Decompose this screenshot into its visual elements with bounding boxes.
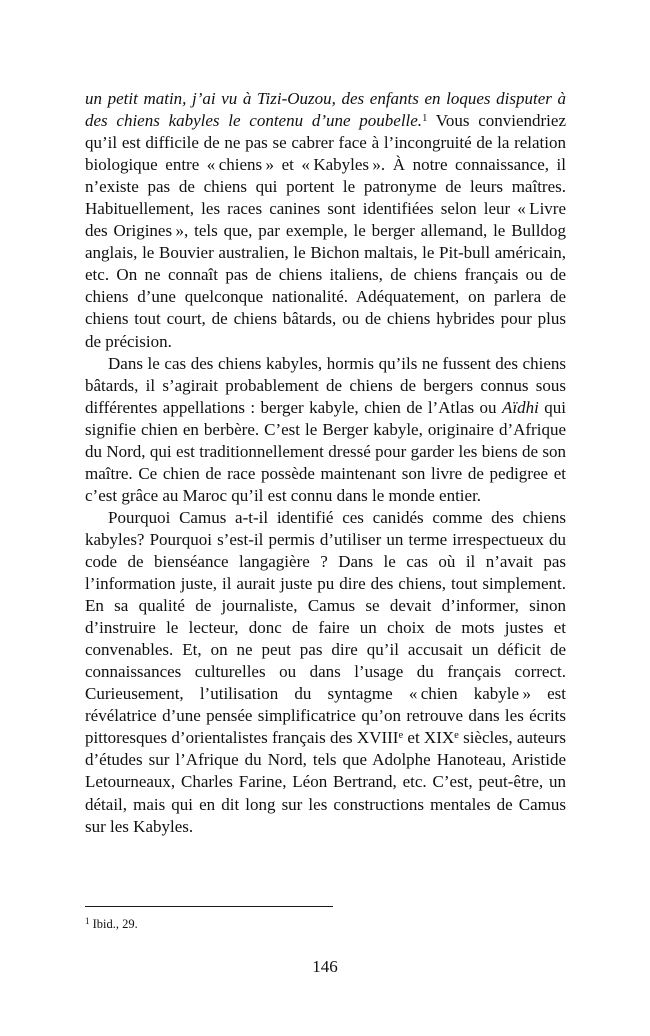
- paragraph-text-segment-1: Pourquoi Camus a-t-il identifié ces canidés comme des chiens kabyles? Pourquoi s’est-il permis d’utiliser un terme irrespectueux du code de bienséance langagière ? Dans le cas où il n’avait pas l’information juste, il aurait juste pu dire des chiens, tout simplement. En sa qualité de journaliste, Camus se devait d’informer, sinon d’instruire le lecteur, donc de faire un choix de mots justes et convenables. Et, on ne peut pas dire qu’il accusait un déficit de connaissances culturelles ou dans l’usage du français correct. Curieusement, l’utilisation du syntagme « chien kabyle » est révélatrice d’une pensée simplificatrice qu’on retrouve dans les écrits pittoresques d’orientalistes français des XVIII: [85, 507, 566, 748]
- paragraph-continued: [85, 88, 566, 353]
- page-number: 146: [312, 957, 338, 976]
- ordinal-suffix-xviii: e: [398, 730, 404, 742]
- paragraph-body-text: Vous conviendriez qu’il est difficile de ne pas se cabrer face à l’incongruité de la relation biologique entre « chiens » et « Kabyles ». À notre connaissance, il n’existe pas de chiens qui portent le patronyme de leurs maîtres. Habituellement, les races canines sont identifiées selon leur « Livre des Origines », tels que, par exemple, le berger allemand, le Bulldog anglais, le Bouvier australien, le Bichon maltais, le Pit-bull américain, etc. On ne connaît pas de chiens italiens, de chiens français ou de chiens d’une quelconque nationalité. Adéquatement, on parlera de chiens tout court, de chiens bâtards, ou de chiens hybrides pour plus de précision.: [85, 111, 566, 351]
- footnote-text: Ibid., 29.: [89, 917, 138, 931]
- footnote-reference-marker[interactable]: 1: [422, 113, 428, 125]
- block-quote-italic: un petit matin, j’ai vu à Tizi-Ouzou, des enfants en loques disputer à des chiens kabyles le contenu d’une poubelle.: [85, 89, 566, 131]
- ordinal-suffix-xix: e: [454, 730, 459, 742]
- footnote-number: 1: [85, 916, 90, 927]
- paragraph-text-after-term: qui signifie chien en berbère. C’est le Berger kabyle, originaire d’Afrique du Nord, qui est traditionnellement dressé pour garder les biens de son maître. Ce chien de race possède maintenant son livre de pedigree et c’est grâce au Maroc qu’il est connu dans le monde entier.: [85, 397, 566, 505]
- berber-term-italic: Aïdhi: [501, 397, 539, 417]
- paragraph-text-segment-3: siècles, auteurs d’études sur l’Afrique du Nord, tels que Adolphe Hanoteau, Aristide Letourneaux, Charles Farine, Léon Bertrand, etc. C’est, peut-être, un détail, mais qui en dit long sur les constructions mentales de Camus sur les Kabyles.: [85, 728, 567, 836]
- paragraph-text-segment-2: et XIX: [403, 728, 455, 748]
- page-text-block: [85, 88, 566, 838]
- footnote-area: [85, 906, 566, 932]
- footnote-separator-rule: [85, 906, 333, 907]
- paragraph-kabyle-dogs: [85, 353, 566, 507]
- paragraph-text-before-term: Dans le cas des chiens kabyles, hormis qu’ils ne fussent des chiens bâtards, il s’agirait probablement de chiens de bergers connus sous différentes appellations : berger kabyle, chien de l’Atlas ou: [85, 353, 566, 417]
- paragraph-camus-analysis: [85, 507, 566, 838]
- footnote-entry: [85, 916, 566, 932]
